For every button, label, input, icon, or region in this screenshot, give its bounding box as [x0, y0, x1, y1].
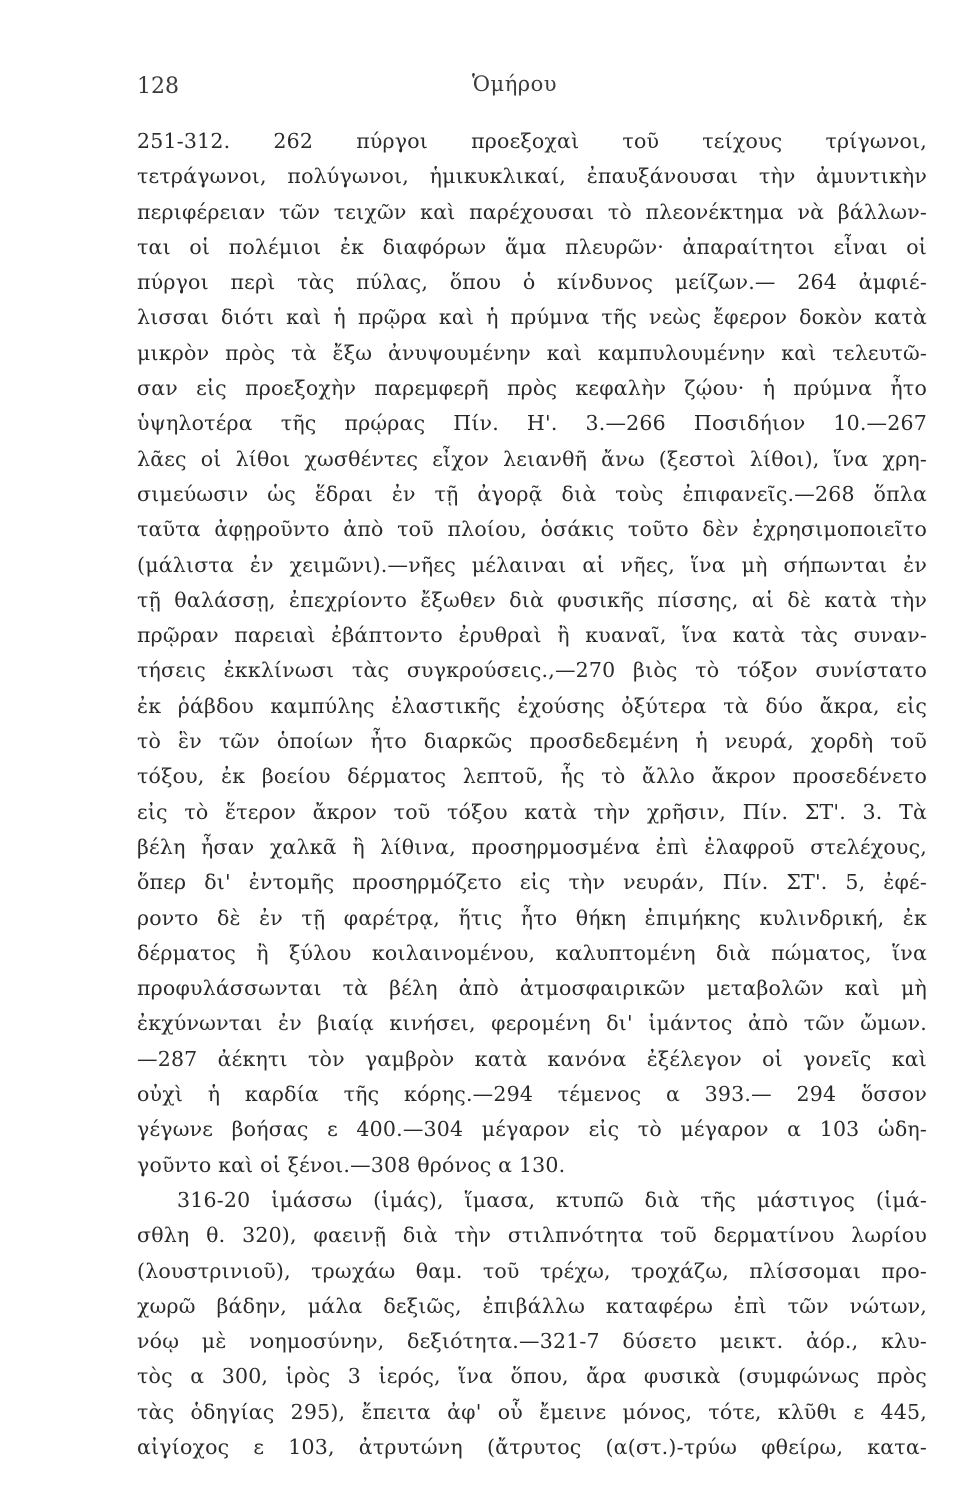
- text-line: τὸς α 300, ἱρὸς 3 ἱερός, ἵνα ὅπου, ἄρα φυσικὰ (συμφώνως πρὸς: [137, 1364, 927, 1389]
- text-line: λᾶες οἱ λίθοι χωσθέντες εἶχον λειανθῆ ἄνω (ξεστοὶ λίθοι), ἵνα χρη-: [137, 446, 927, 471]
- text-line: ται οἱ πολέμιοι ἐκ διαφόρων ἅμα πλευρῶν· ἀπαραίτητοι εἶναι οἱ: [137, 234, 927, 259]
- text-line: γέγωνε βοήσας ε 400.—304 μέγαρον εἰς τὸ μέγαρον α 103 ὡδη-: [137, 1117, 927, 1142]
- text-line: σαν εἰς προεξοχὴν παρεμφερῆ πρὸς κεφαλὴν ζῴου· ἡ πρύμνα ἦτο: [137, 376, 927, 401]
- text-line: τόξου, ἐκ βοείου δέρματος λεπτοῦ, ἧς τὸ ἄλλο ἄκρον προσεδένετο: [137, 764, 927, 789]
- text-line: νόῳ μὲ νοημοσύνην, δεξιότητα.—321-7 δύσετο μεικτ. ἀόρ., κλυ-: [137, 1329, 927, 1354]
- text-line: τῇ θαλάσσῃ, ἐπεχρίοντο ἔξωθεν διὰ φυσικῆς πίσσης, αἱ δὲ κατὰ τὴν: [137, 587, 927, 612]
- text-line: 316-20 ἱμάσσω (ἱμάς), ἵμασα, κτυπῶ διὰ τῆς μάστιγος (ἱμά-: [177, 1187, 927, 1212]
- text-line: χωρῶ βάδην, μάλα δεξιῶς, ἐπιβάλλω καταφέρω ἐπὶ τῶν νώτων,: [137, 1293, 927, 1318]
- text-line: πύργοι περὶ τὰς πύλας, ὅπου ὁ κίνδυνος μείζων.— 264 ἀμφιέ-: [137, 270, 927, 295]
- text-line: δέρματος ἢ ξύλου κοιλαινομένου, καλυπτομένη διὰ πώματος, ἵνα: [137, 940, 927, 965]
- text-line: σθλη θ. 320), φαεινῇ διὰ τὴν στιλπνότητα τοῦ δερματίνου λωρίου: [137, 1223, 927, 1248]
- text-line: ταῦτα ἀφῃροῦντο ἀπὸ τοῦ πλοίου, ὁσάκις τοῦτο δὲν ἐχρησιμοποιεῖτο: [137, 517, 927, 542]
- page-number: 128: [137, 74, 179, 99]
- text-line: (μάλιστα ἐν χειμῶνι).—νῆες μέλαιναι αἱ νῆες, ἵνα μὴ σήπωνται ἐν: [137, 552, 927, 577]
- text-line: μικρὸν πρὸς τὰ ἔξω ἀνυψουμένην καὶ καμπυλουμένην καὶ τελευτῶ-: [137, 340, 927, 365]
- text-line: λισσαι διότι καὶ ἡ πρῷρα καὶ ἡ πρύμνα τῆς νεὼς ἔφερον δοκὸν κατὰ: [137, 305, 927, 330]
- text-line: εἰς τὸ ἕτερον ἄκρον τοῦ τόξου κατὰ τὴν χρῆσιν, Πίν. ΣΤ'. 3. Τὰ: [137, 799, 927, 824]
- text-line: ἐκ ῥάβδου καμπύλης ἐλαστικῆς ἐχούσης ὀξύτερα τὰ δύο ἄκρα, εἰς: [137, 693, 927, 718]
- text-line: τετράγωνοι, πολύγωνοι, ἡμικυκλικαί, ἐπαυξάνουσαι τὴν ἀμυντικὴν: [137, 164, 927, 189]
- text-line: —287 ἀέκητι τὸν γαμβρὸν κατὰ κανόνα ἐξέλεγον οἱ γονεῖς καὶ: [137, 1046, 927, 1071]
- text-line: σιμεύωσιν ὡς ἕδραι ἐν τῇ ἀγορᾷ διὰ τοὺς ἐπιφανεῖς.—268 ὅπλα: [137, 481, 927, 506]
- commentary-text: [137, 124, 927, 1465]
- running-title: Ὁμήρου: [472, 72, 558, 96]
- text-line: ροντο δὲ ἐν τῇ φαρέτρᾳ, ἥτις ἦτο θήκη ἐπιμήκης κυλινδρική, ἐκ: [137, 905, 927, 930]
- text-line: αἰγίοχος ε 103, ἀτρυτώνη (ἄτρυτος (α(στ.)-τρύω φθείρω, κατα-: [137, 1434, 927, 1459]
- text-line: τὸ ἓν τῶν ὁποίων ἦτο διαρκῶς προσδεδεμένη ἡ νευρά, χορδὴ τοῦ: [137, 729, 927, 754]
- text-line: οὐχὶ ἡ καρδία τῆς κόρης.—294 τέμενος α 393.— 294 ὅσσον: [137, 1082, 927, 1107]
- text-line: (λουστρινιοῦ), τρωχάω θαμ. τοῦ τρέχω, τροχάζω, πλίσσομαι προ-: [137, 1258, 927, 1283]
- page-header: [137, 66, 927, 106]
- text-line: ὅπερ δι' ἐντομῆς προσηρμόζετο εἰς τὴν νευράν, Πίν. ΣΤ'. 5, ἐφέ-: [137, 870, 927, 895]
- text-line: περιφέρειαν τῶν τειχῶν καὶ παρέχουσαι τὸ πλεονέκτημα νὰ βάλλων-: [137, 199, 927, 224]
- text-line: ἐκχύνωνται ἐν βιαίᾳ κινήσει, φερομένη δι' ἱμάντος ἀπὸ τῶν ὤμων.: [137, 1011, 927, 1036]
- text-line: πρῷραν παρειαὶ ἐβάπτοντο ἐρυθραὶ ἢ κυαναῖ, ἵνα κατὰ τὰς συναν-: [137, 623, 927, 648]
- text-line: τήσεις ἐκκλίνωσι τὰς συγκρούσεις.,—270 βιὸς τὸ τόξον συνίστατο: [137, 658, 927, 683]
- text-line: ὑψηλοτέρα τῆς πρῴρας Πίν. Η'. 3.—266 Ποσιδήιον 10.—267: [137, 411, 927, 436]
- text-line: προφυλάσσωνται τὰ βέλη ἀπὸ ἀτμοσφαιρικῶν μεταβολῶν καὶ μὴ: [137, 976, 927, 1001]
- text-line: βέλη ἦσαν χαλκᾶ ἢ λίθινα, προσηρμοσμένα ἐπὶ ἐλαφροῦ στελέχους,: [137, 834, 927, 859]
- text-line: 251-312. 262 πύργοι προεξοχαὶ τοῦ τείχους τρίγωνοι,: [137, 129, 927, 153]
- text-line: γοῦντο καὶ οἱ ξένοι.—308 θρόνος α 130.: [137, 1152, 566, 1177]
- text-line: τὰς ὁδηγίας 295), ἔπειτα ἀφ' οὗ ἔμεινε μόνος, τότε, κλῦθι ε 445,: [137, 1399, 927, 1424]
